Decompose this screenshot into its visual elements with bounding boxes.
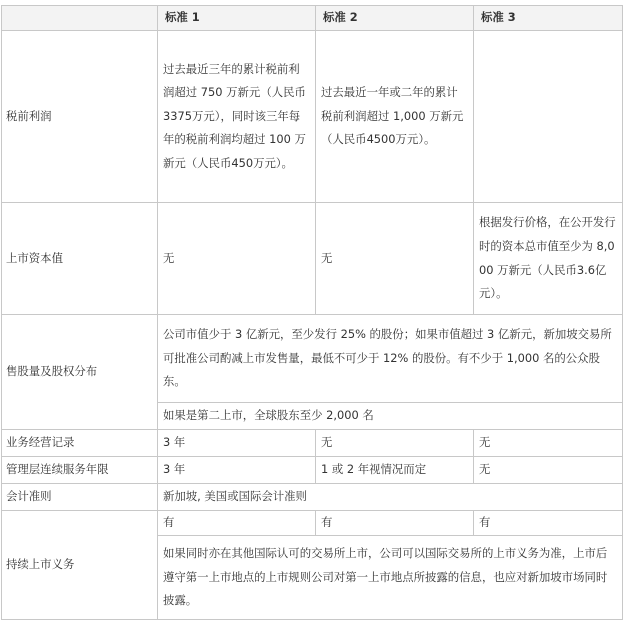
row-label-pretax-profit: 税前利润 — [2, 31, 158, 203]
capital-standard-3: 根据发行价格，在公开发行时的资本总市值至少为 8,000 万新元（人民币3.6亿元）。 — [474, 203, 623, 315]
management-standard-1: 3 年 — [158, 457, 316, 484]
continuing-standard-1: 有 — [158, 511, 316, 536]
listing-criteria-table — [1, 5, 623, 620]
row-share-distribution — [2, 315, 623, 403]
capital-standard-2: 无 — [316, 203, 474, 315]
continuing-standard-3: 有 — [474, 511, 623, 536]
continuing-standard-2: 有 — [316, 511, 474, 536]
pretax-standard-1: 过去最近三年的累计税前利润超过 750 万新元（人民币3375万元），同时该三年每年的税前利润均超过 100 万新元（人民币450万元）。 — [158, 31, 316, 203]
management-standard-3: 无 — [474, 457, 623, 484]
header-standard-1: 标准 1 — [158, 6, 316, 31]
management-standard-2: 1 或 2 年视情况而定 — [316, 457, 474, 484]
share-distribution-main: 公司市值少于 3 亿新元，至少发行 25% 的股份；如果市值超过 3 亿新元，新加坡交易所可批准公司酌减上市发售量，最低不可少于 12% 的股份。有不少于 1,000 名的公众股东。 — [158, 315, 623, 403]
header-row — [2, 6, 623, 31]
row-label-business-record: 业务经营记录 — [2, 430, 158, 457]
row-label-management-tenure: 管理层连续服务年限 — [2, 457, 158, 484]
row-label-continuing-obligations: 持续上市义务 — [2, 511, 158, 620]
business-standard-2: 无 — [316, 430, 474, 457]
accounting-standards-value: 新加坡, 美国或国际会计准则 — [158, 484, 623, 511]
row-continuing-obligations — [2, 511, 623, 536]
share-distribution-secondary: 如果是第二上市，全球股东至少 2,000 名 — [158, 403, 623, 430]
row-label-share-distribution: 售股量及股权分布 — [2, 315, 158, 430]
row-listing-capital — [2, 203, 623, 315]
row-pretax-profit — [2, 31, 623, 203]
row-label-listing-capital: 上市资本值 — [2, 203, 158, 315]
pretax-standard-2: 过去最近一年或二年的累计税前利润超过 1,000 万新元（人民币4500万元）。 — [316, 31, 474, 203]
row-management-tenure — [2, 457, 623, 484]
pretax-standard-3 — [474, 31, 623, 203]
business-standard-1: 3 年 — [158, 430, 316, 457]
capital-standard-1: 无 — [158, 203, 316, 315]
row-business-record — [2, 430, 623, 457]
row-accounting-standards — [2, 484, 623, 511]
continuing-obligations-note: 如果同时亦在其他国际认可的交易所上市，公司可以国际交易所的上市义务为准，上市后遵守第一上市地点的上市规则公司对第一上市地点所披露的信息，也应对新加坡市场同时披露。 — [158, 536, 623, 620]
header-blank — [2, 6, 158, 31]
header-standard-2: 标准 2 — [316, 6, 474, 31]
header-standard-3: 标准 3 — [474, 6, 623, 31]
row-label-accounting-standards: 会计准则 — [2, 484, 158, 511]
business-standard-3: 无 — [474, 430, 623, 457]
